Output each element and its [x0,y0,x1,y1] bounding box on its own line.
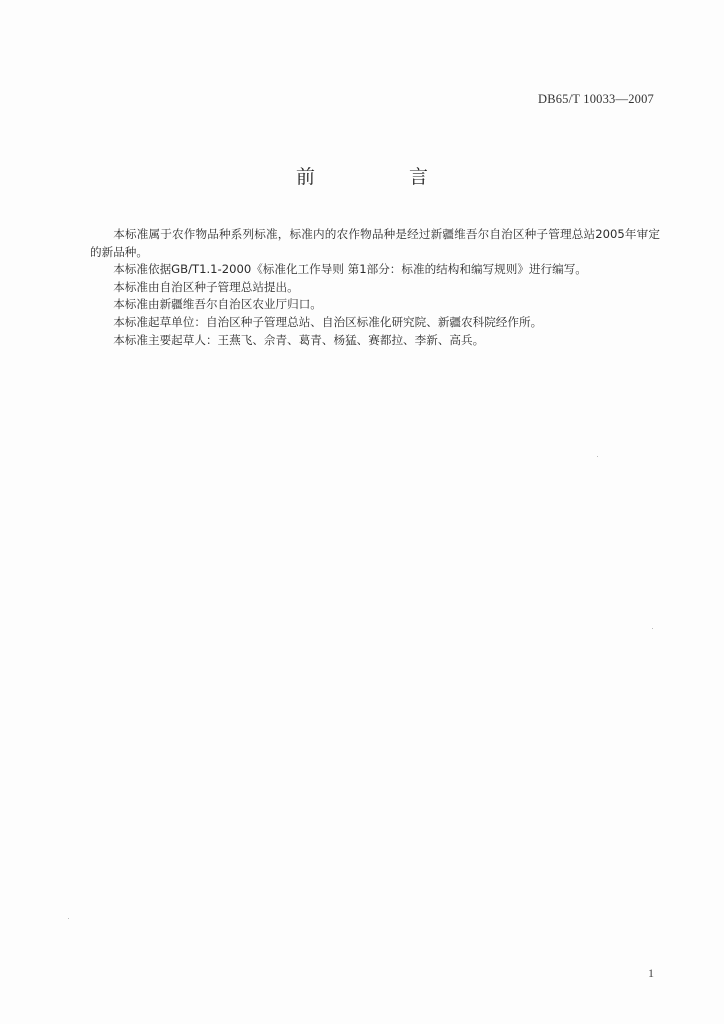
scan-speck [68,918,69,919]
paragraph-5: 本标准起草单位：自治区种子管理总站、自治区标准化研究院、新疆农科院经作所。 [113,314,543,329]
paragraph-2: 本标准依据GB/T1.1-2000《标准化工作导则 第1部分：标准的结构和编写规则》进行编写。 [113,262,587,277]
paragraph-1: 本标准属于农作物品种系列标准，标准内的农作物品种是经过新疆维吾尔自治区种子管理总站2005年审定的新品种。 [90,227,660,259]
paragraph-4: 本标准由新疆维吾尔自治区农业厅归口。 [113,297,322,312]
page-title: 前 言 [295,166,473,188]
document-code: DB65/T 10033—2007 [537,92,654,106]
foreword-body [90,226,660,349]
scan-speck [652,628,653,629]
paragraph-3: 本标准由自治区种子管理总站提出。 [113,279,299,294]
page-number: 1 [648,966,654,980]
paragraph-6: 本标准主要起草人：王燕飞、佘青、葛青、杨猛、赛都拉、李新、高兵。 [113,332,485,347]
scan-speck [597,456,598,457]
